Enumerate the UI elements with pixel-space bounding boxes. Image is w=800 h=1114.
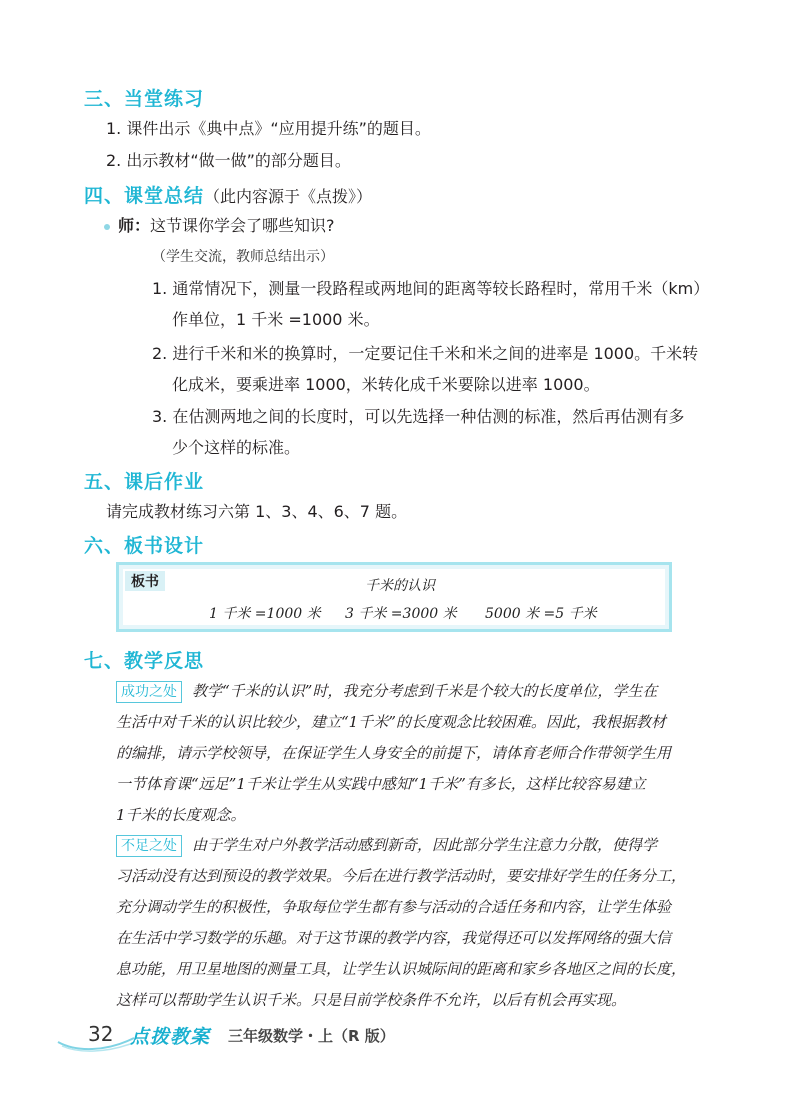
summary-point-1-line-1: 1. 通常情况下，测量一段路程或两地间的距离等较长路程时，常用千米（km） [152,279,710,298]
summary-point-1-line-2: 作单位，1 千米 =1000 米。 [172,310,380,329]
shortfall-text-1: 由于学生对户外教学活动感到新奇，因此部分学生注意力分散，使得学 [192,836,658,854]
bullet-dot-icon [104,224,110,230]
section-heading-homework: 五、课后作业 [84,471,205,493]
shortfall-line-1 [116,830,716,861]
shortfall-line-2: 习活动没有达到预设的教学效果。今后在进行教学活动时，要安排好学生的任务分工， [116,867,687,885]
board-item-2: 3 千米 =3000 米 [345,606,457,622]
practice-item-1: 1. 课件出示《典中点》“应用提升练”的题目。 [106,119,431,138]
page-number: 32 [88,1022,114,1046]
summary-source-note: （此内容源于《点拨》） [204,187,373,206]
shortfall-line-6: 这样可以帮助学生认识千米。只是目前学校条件不允许，以后有机会再实现。 [116,991,627,1009]
teacher-label: 师： [118,216,151,235]
reflection-success [116,676,716,831]
success-line-2: 生活中对千米的认识比较少，建立“1千米”的长度观念比较困难。因此，我根据教材 [116,713,666,731]
blackboard-inner [123,569,665,625]
section-heading-reflection: 七、教学反思 [84,650,205,672]
success-text-1: 教学“千米的认识”时，我充分考虑到千米是个较大的长度单位，学生在 [192,682,658,700]
grade-label: 三年级数学・上（R 版） [228,1027,395,1045]
board-item-1: 1 千米 =1000 米 [209,606,321,622]
summary-point-2-line-2: 化成米，要乘进率 1000，米转化成千米要除以进率 1000。 [172,375,600,394]
success-tag: 成功之处 [116,681,182,703]
homework-text: 请完成教材练习六第 1、3、4、6、7 题。 [106,502,408,521]
shortfall-tag: 不足之处 [116,835,182,857]
summary-point-3-line-1: 3. 在估测两地之间的长度时，可以先选择一种估测的标准，然后再估测有多 [152,407,685,426]
success-line-4: 一节体育课“远足”1千米让学生从实践中感知“1千米”有多长，这样比较容易建立 [116,775,646,793]
blackboard-box [116,562,672,632]
shortfall-line-4: 在生活中学习数学的乐趣。对于这节课的教学内容，我觉得还可以发挥网络的强大信 [116,929,672,947]
success-line-5: 1千米的长度观念。 [116,806,246,824]
shortfall-line-5: 息功能，用卫星地图的测量工具，让学生认识城际间的距离和家乡各地区之间的长度， [116,960,687,978]
exchange-note: （学生交流，教师总结出示） [152,249,334,265]
board-title: 千米的认识 [365,578,435,594]
shortfall-line-3: 充分调动学生的积极性，争取每位学生都有参与活动的合适任务和内容，让学生体验 [116,898,672,916]
reflection-shortfall [116,830,716,1016]
teacher-question-line [118,213,335,236]
brand-logo: 点拨教案 [130,1026,211,1048]
summary-point-2-line-1: 2. 进行千米和米的换算时，一定要记住千米和米之间的进率是 1000。千米转 [152,344,699,363]
section-heading-practice: 三、当堂练习 [84,88,205,110]
summary-heading-text: 四、课堂总结 [84,185,205,207]
section-heading-summary [84,181,372,208]
practice-item-2: 2. 出示教材“做一做”的部分题目。 [106,151,351,170]
board-item-3: 5000 米 =5 千米 [485,606,597,622]
board-label: 板书 [125,571,165,591]
summary-point-3-line-2: 少个这样的标准。 [172,438,301,457]
success-line-3: 的编排，请示学校领导，在保证学生人身安全的前提下，请体育老师合作带领学生用 [116,744,672,762]
section-heading-board-design: 六、板书设计 [84,535,205,557]
success-line-1 [116,676,716,707]
teacher-question: 这节课你学会了哪些知识? [150,216,335,235]
